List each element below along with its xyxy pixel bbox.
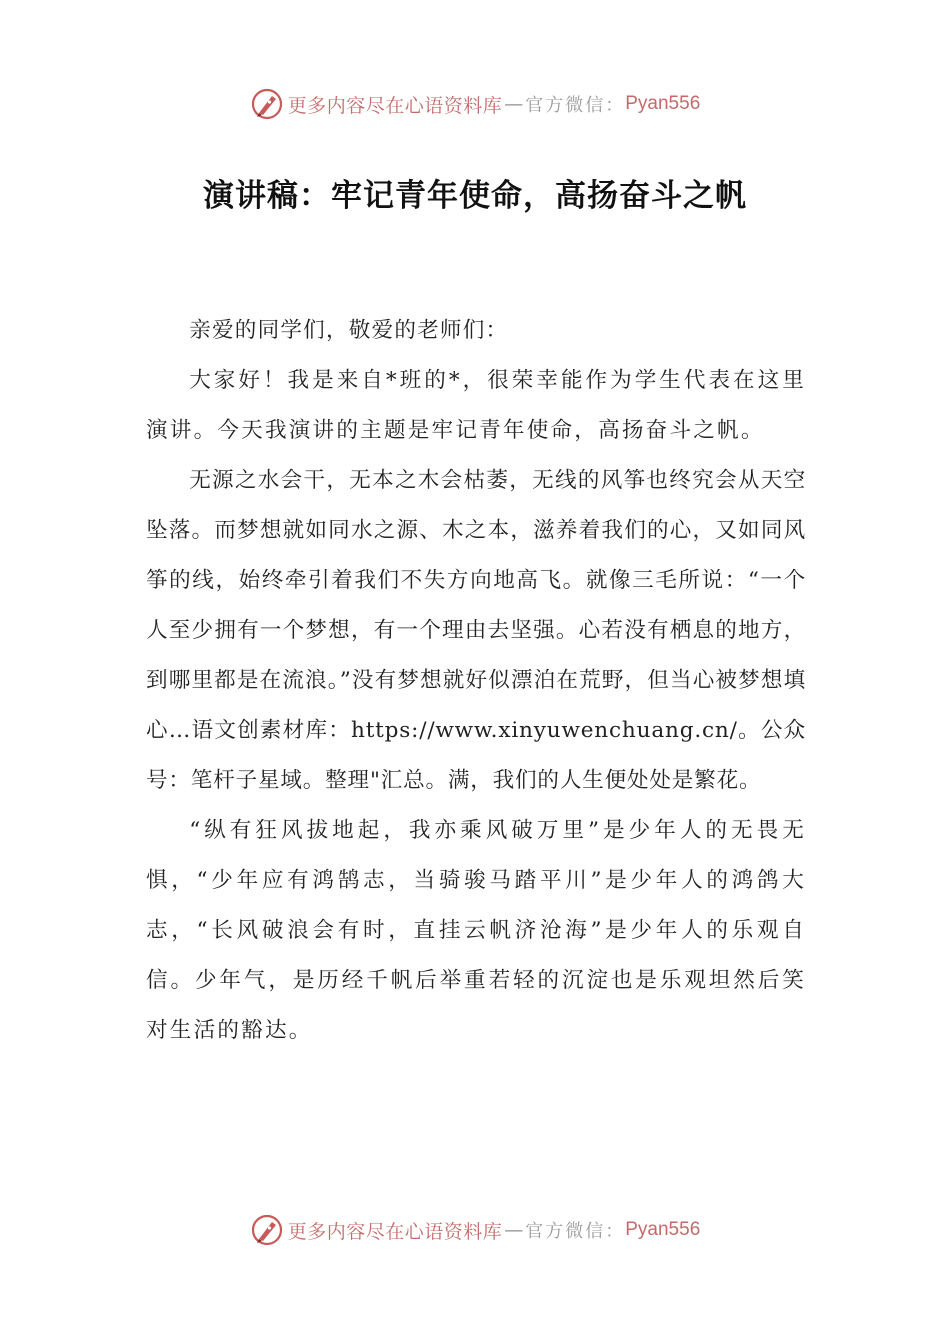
pen-nib-logo-icon xyxy=(250,87,284,121)
youth-paragraph: “纵有狂风拔地起，我亦乘风破万里”是少年人的无畏无惧，“少年应有鸿鹄志，当骑骏马踏平川”是少年人的鸿鸽大志，“长风破浪会有时，直挂云帆济沧海”是少年人的乐观自信。少年气，是历经千帆后举重若轻的沉淀也是乐观坦然后笑对生活的豁达。 xyxy=(146,818,806,1043)
greeting-paragraph: 亲爱的同学们，敬爱的老师们： xyxy=(189,318,509,343)
dream-paragraph: 无源之水会干，无本之木会枯萎，无线的风筝也终究会从天空坠落。而梦想就如同水之源、木之本，滋养着我们的心，又如同风筝的线，始终牵引着我们不失方向地高飞。就像三毛所说：“一个人至少拥有一个梦想，有一个理由去坚强。心若没有栖息的地方，到哪里都是在流浪。”没有梦想就好似漂泊在荒野，但当心被梦想填心…语文创素材库：https://www.xinyuwenchuang.cn/。公众号：笔杆子星域。整理"汇总。满，我们的人生便处处是繁花。 xyxy=(146,468,806,793)
pen-nib-logo-icon xyxy=(250,1213,284,1247)
watermark-dash: — xyxy=(504,93,524,115)
document-body xyxy=(146,306,806,1056)
watermark-text: 更多内容尽在心语资料库 xyxy=(287,1220,503,1243)
watermark-dash: — xyxy=(504,1219,524,1241)
footer-watermark-banner xyxy=(0,1210,950,1250)
watermark-text: 更多内容尽在心语资料库 xyxy=(287,94,503,117)
header-watermark-banner xyxy=(0,84,950,124)
watermark-wechat-id: Pyan556 xyxy=(625,1219,701,1240)
intro-paragraph: 大家好！我是来自*班的*，很荣幸能作为学生代表在这里演讲。今天我演讲的主题是牢记青年使命，高扬奋斗之帆。 xyxy=(146,368,806,443)
watermark-wechat-label: 官方微信： xyxy=(525,1221,626,1242)
document-title: 演讲稿：牢记青年使命，高扬奋斗之帆 xyxy=(203,178,747,214)
watermark-wechat-label: 官方微信： xyxy=(525,95,626,116)
watermark-wechat-id: Pyan556 xyxy=(625,93,701,114)
